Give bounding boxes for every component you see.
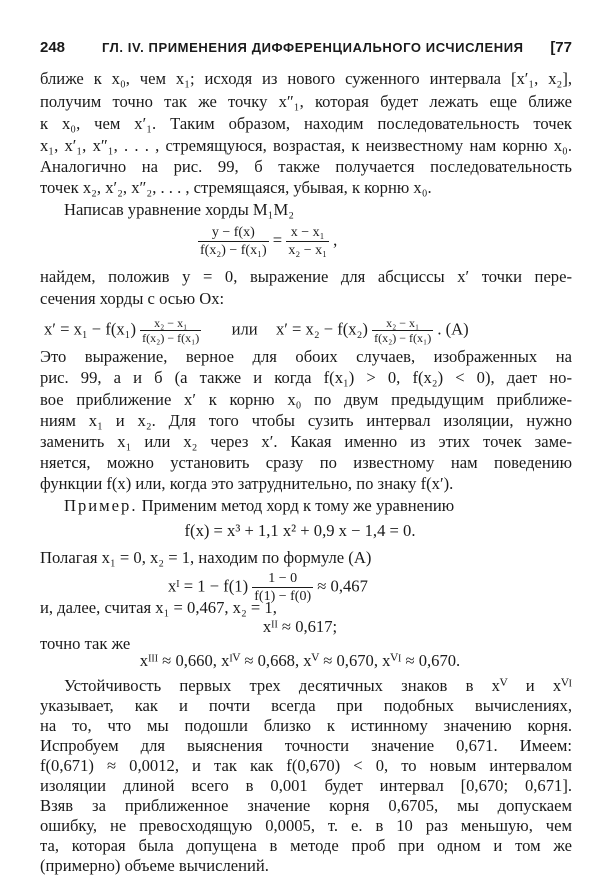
text-line: сечения хорды с осью Ox:	[40, 289, 225, 308]
text-line: Устойчивость первых трех десятичных знаков в xⱽ и xⱽᴵ	[64, 676, 572, 695]
second-approximation: xᴵᴵ ≈ 0,617;	[262, 617, 338, 636]
text-line: (примерно) объеме вычислений.	[40, 856, 269, 875]
running-title: ГЛ. IV. ПРИМЕНЕНИЯ ДИФФЕРЕНЦИАЛЬНОГО ИСЧИСЛЕНИЯ	[102, 40, 524, 55]
text-line: та, которая была допущена в методе проб при одном и том же	[40, 836, 572, 855]
example-label: Пример.	[64, 496, 138, 515]
text-line: Испробуем для выяснения точности значение 0,671. Имеем:	[40, 736, 572, 755]
fraction	[372, 316, 433, 345]
denominator: f(1) − f(0)	[254, 589, 312, 604]
text-line: рис. 99, а и б (а также и когда f(x₁) > 0, f(x₂) < 0), дает но-	[40, 368, 572, 387]
same-way-line: точно так же	[40, 634, 131, 653]
text-line: няется, можно установить сразу по известному нам поведению	[40, 453, 572, 472]
running-header	[40, 38, 572, 58]
numerator: y − f(x)	[198, 224, 269, 242]
text-line: Аналогично на рис. 99, б также получается последовательность	[40, 157, 572, 176]
text-line: к x₀, чем x′₁. Таким образом, находим последовательность точек	[40, 114, 572, 133]
formula-a	[44, 316, 469, 345]
formula-connector: или	[231, 319, 258, 339]
text-line: x₁, x′₁, x″₁, . . . , стремящуюся, возрастая, к неизвестному нам корню x₀.	[40, 136, 572, 155]
text-line: на то, что мы подошли близко к истинному значению корня.	[40, 716, 572, 735]
text-line: функции f(x) или, когда это затруднительно, по знаку f(x′).	[40, 474, 454, 493]
formula-label: . (A)	[437, 319, 469, 339]
punctuation: ,	[333, 230, 338, 250]
approximation-results: xᴵᴵᴵ ≈ 0,660, xᴵⱽ ≈ 0,668, xⱽ ≈ 0,670, xⱽᴵ ≈ 0,670.	[139, 651, 461, 670]
numerator: x − x₁	[286, 224, 329, 242]
text-line: ошибку, не превосходящую 0,0005, т. е. в 10 раз меньшую, чем	[40, 816, 572, 835]
chord-equation	[198, 224, 337, 259]
text-line: вое приближение x′ к корню x₀ по двум предыдущим приближе-	[40, 390, 572, 409]
section-reference: [77	[550, 39, 572, 56]
text-line: f(0,671) ≈ 0,0012, и так как f(0,670) < 0, то новым интервалом	[40, 756, 572, 775]
denominator: f(x₂) − f(x₁)	[200, 243, 267, 258]
fraction	[286, 224, 329, 259]
formula-term: x′ = x₂ − f(x₂)	[275, 319, 368, 339]
example-line	[64, 496, 454, 516]
text-line: точек x₂, x′₂, x″₂, . . . , стремящаяся, убывая, к корню x₀.	[40, 178, 432, 197]
text-line: найдем, положив y = 0, выражение для абсциссы x′ точки пере-	[40, 267, 572, 286]
example-equation: f(x) = x³ + 1,1 x² + 0,9 x − 1,4 = 0.	[184, 521, 416, 540]
text-line: ниям x₁ и x₂. Для того чтобы сузить интервал изоляции, нужно	[40, 411, 572, 430]
text-line: заменить x₁ или x₂ через x′. Какая именно из этих точек заме-	[40, 432, 572, 451]
formula-term: xᴵ = 1 − f(1)	[168, 576, 249, 596]
denominator: x₂ − x₁	[288, 243, 327, 258]
example-text: Применим метод хорд к тому же уравнению	[141, 496, 455, 515]
numerator: x₂ − x₁	[372, 316, 433, 331]
text-line: Взяв за приближенное значение корня 0,6705, мы допускаем	[40, 796, 572, 815]
page-number: 248	[40, 39, 66, 56]
fraction	[140, 316, 201, 345]
fraction	[198, 224, 269, 259]
text-line: получим точно так же точку x″₁, которая будет лежать еще ближе	[40, 92, 572, 111]
denominator: f(x₂) − f(x₁)	[142, 331, 200, 345]
text-line: ближе к x₀, чем x₁; исходя из нового суженного интервала [x′₁, x₂],	[40, 69, 572, 88]
formula-result: ≈ 0,467	[317, 576, 368, 596]
text-line: Это выражение, верное для обоих случаев, изображенных на	[40, 347, 572, 366]
equals-sign: =	[272, 230, 283, 250]
text-line: указывает, как и почти всегда при подобных вычислениях,	[40, 696, 572, 715]
formula-term: x′ = x₁ − f(x₁)	[44, 319, 136, 339]
denominator: f(x₂) − f(x₁)	[374, 331, 432, 345]
text-line: изоляции длиной всего в 0,001 будет интервал [0,670; 0,671].	[40, 776, 572, 795]
putting-line: Полагая x₁ = 0, x₂ = 1, находим по формуле (A)	[40, 548, 372, 567]
numerator: x₂ − x₁	[140, 316, 201, 331]
numerator: 1 − 0	[252, 570, 313, 588]
chord-intro: Написав уравнение хорды M₁M₂	[64, 200, 294, 219]
further-line: и, далее, считая x₁ = 0,467, x₂ = 1,	[40, 598, 277, 617]
